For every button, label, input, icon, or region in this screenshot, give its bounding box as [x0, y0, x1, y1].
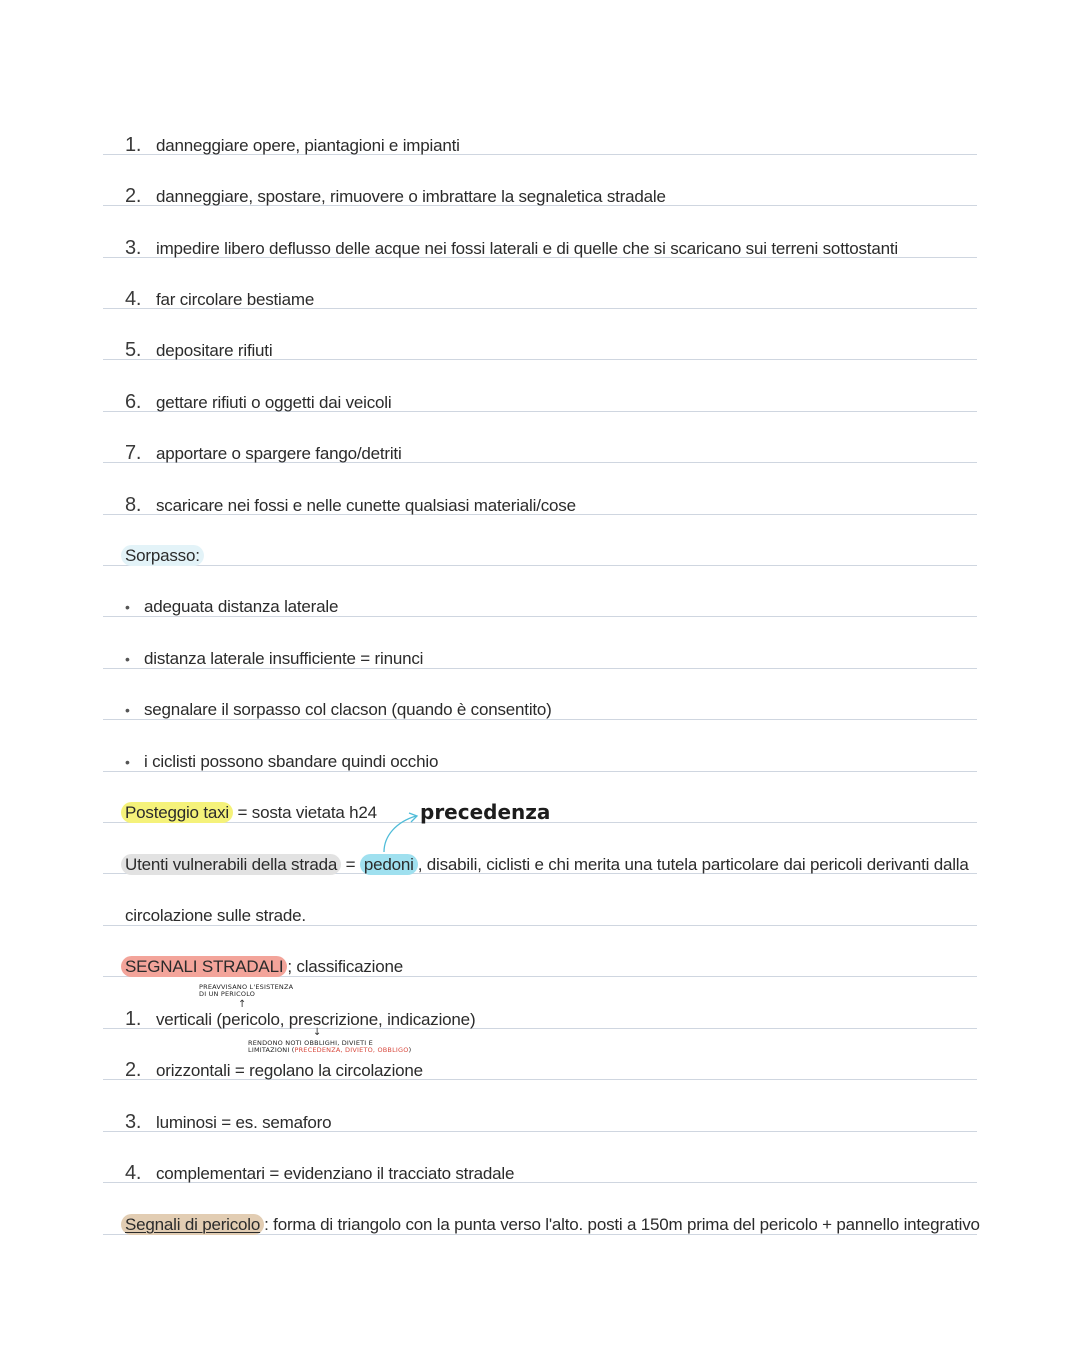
utenti-line: [125, 850, 969, 880]
annotation-part: ): [408, 1046, 412, 1054]
taxi-line: [125, 798, 377, 828]
bullet-text: distanza laterale insufficiente = rinunci: [144, 649, 424, 668]
list-number: 2.: [125, 185, 142, 207]
list-item: [125, 438, 402, 468]
utenti-highlight: Utenti vulnerabili della strada: [121, 854, 341, 875]
bullet-item: [125, 695, 552, 725]
list-number: 8.: [125, 494, 142, 516]
list-number: 4.: [125, 288, 142, 310]
annotation-line: DI UN PERICOLO: [199, 990, 256, 998]
list-item: [125, 490, 576, 520]
bullet-dot: •: [125, 651, 130, 667]
bullet-dot: •: [125, 754, 130, 770]
list-number: 3.: [125, 1111, 142, 1133]
taxi-highlight: Posteggio taxi: [121, 802, 233, 823]
arrow-down-icon: ↓: [313, 1027, 322, 1038]
segnali-rest: ; classificazione: [287, 957, 404, 976]
pericolo-highlight: Segnali di pericolo: [121, 1214, 264, 1235]
utenti-continuation: [125, 901, 306, 931]
utenti-eq: =: [341, 855, 360, 874]
list-item: [125, 1055, 423, 1085]
list-number: 2.: [125, 1059, 142, 1081]
annotation-line: RENDONO NOTI OBBLIGHI, DIVIETI E: [248, 1039, 373, 1047]
list-item: [125, 284, 314, 314]
segnali-highlight: SEGNALI STRADALI: [121, 956, 287, 977]
bullet-dot: •: [125, 599, 130, 615]
bullet-item: [125, 644, 423, 674]
list-text: impedire libero deflusso delle acque nei fossi laterali e di quelle che si scaricano sui terreni sottostanti: [156, 239, 898, 258]
list-number: 4.: [125, 1162, 142, 1184]
section-heading-sorpasso: [125, 541, 204, 571]
list-item: [125, 1004, 475, 1034]
list-text: danneggiare opere, piantagioni e impianti: [156, 136, 460, 155]
list-number: 3.: [125, 237, 142, 259]
annotation-pericolo: [199, 984, 293, 998]
list-text: verticali (pericolo, prescrizione, indicazione): [156, 1010, 476, 1029]
ruled-line: [103, 565, 977, 566]
annotation-line: [248, 1047, 411, 1054]
list-number: 1.: [125, 134, 142, 156]
annotation-part: LIMITAZIONI (: [248, 1046, 295, 1054]
list-item: [125, 387, 391, 417]
utenti-rest: , disabili, ciclisti e chi merita una tutela particolare dai pericoli derivanti dalla: [417, 855, 969, 874]
list-item: [125, 233, 898, 263]
list-text: orizzontali = regolano la circolazione: [156, 1061, 423, 1080]
list-item: [125, 130, 460, 160]
annotation-red: PRECEDENZA, DIVIETO, OBBLIGO: [294, 1046, 409, 1054]
segnali-heading: [125, 952, 403, 982]
list-item: [125, 1107, 331, 1137]
list-text: scaricare nei fossi e nelle cunette qualsiasi materiali/cose: [156, 496, 576, 515]
list-text: danneggiare, spostare, rimuovere o imbrattare la segnaletica stradale: [156, 187, 666, 206]
list-item: [125, 335, 272, 365]
continuation-text: circolazione sulle strade.: [125, 906, 306, 925]
list-text: apportare o spargere fango/detriti: [156, 444, 402, 463]
handwritten-note: precedenza: [420, 800, 551, 824]
curved-arrow-icon: [378, 808, 424, 854]
taxi-rest: = sosta vietata h24: [233, 803, 377, 822]
annotation-prescrizione: [248, 1040, 411, 1054]
list-number: 5.: [125, 339, 142, 361]
list-text: gettare rifiuti o oggetti dai veicoli: [156, 393, 392, 412]
pedoni-highlight: pedoni: [360, 854, 418, 875]
pericolo-rest: : forma di triangolo con la punta verso l'alto. posti a 150m prima del pericolo + pannello integrativo: [264, 1215, 980, 1234]
list-text: far circolare bestiame: [156, 290, 315, 309]
bullet-text: segnalare il sorpasso col clacson (quando è consentito): [144, 700, 552, 719]
bullet-text: adeguata distanza laterale: [144, 597, 339, 616]
list-number: 6.: [125, 391, 142, 413]
bullet-item: [125, 747, 438, 777]
bullet-item: [125, 592, 338, 622]
list-text: depositare rifiuti: [156, 341, 273, 360]
bullet-text: i ciclisti possono sbandare quindi occhio: [144, 752, 439, 771]
list-number: 1.: [125, 1008, 142, 1030]
annotation-line: PREAVVISANO L'ESISTENZA: [199, 983, 294, 991]
bullet-dot: •: [125, 702, 130, 718]
list-item: [125, 181, 666, 211]
list-text: luminosi = es. semaforo: [156, 1113, 332, 1132]
list-item: [125, 1158, 514, 1188]
list-number: 7.: [125, 442, 142, 464]
list-text: complementari = evidenziano il tracciato stradale: [156, 1164, 515, 1183]
arrow-up-icon: ↑: [238, 999, 247, 1010]
heading-text: Sorpasso:: [121, 545, 204, 566]
pericolo-line: [125, 1210, 980, 1240]
